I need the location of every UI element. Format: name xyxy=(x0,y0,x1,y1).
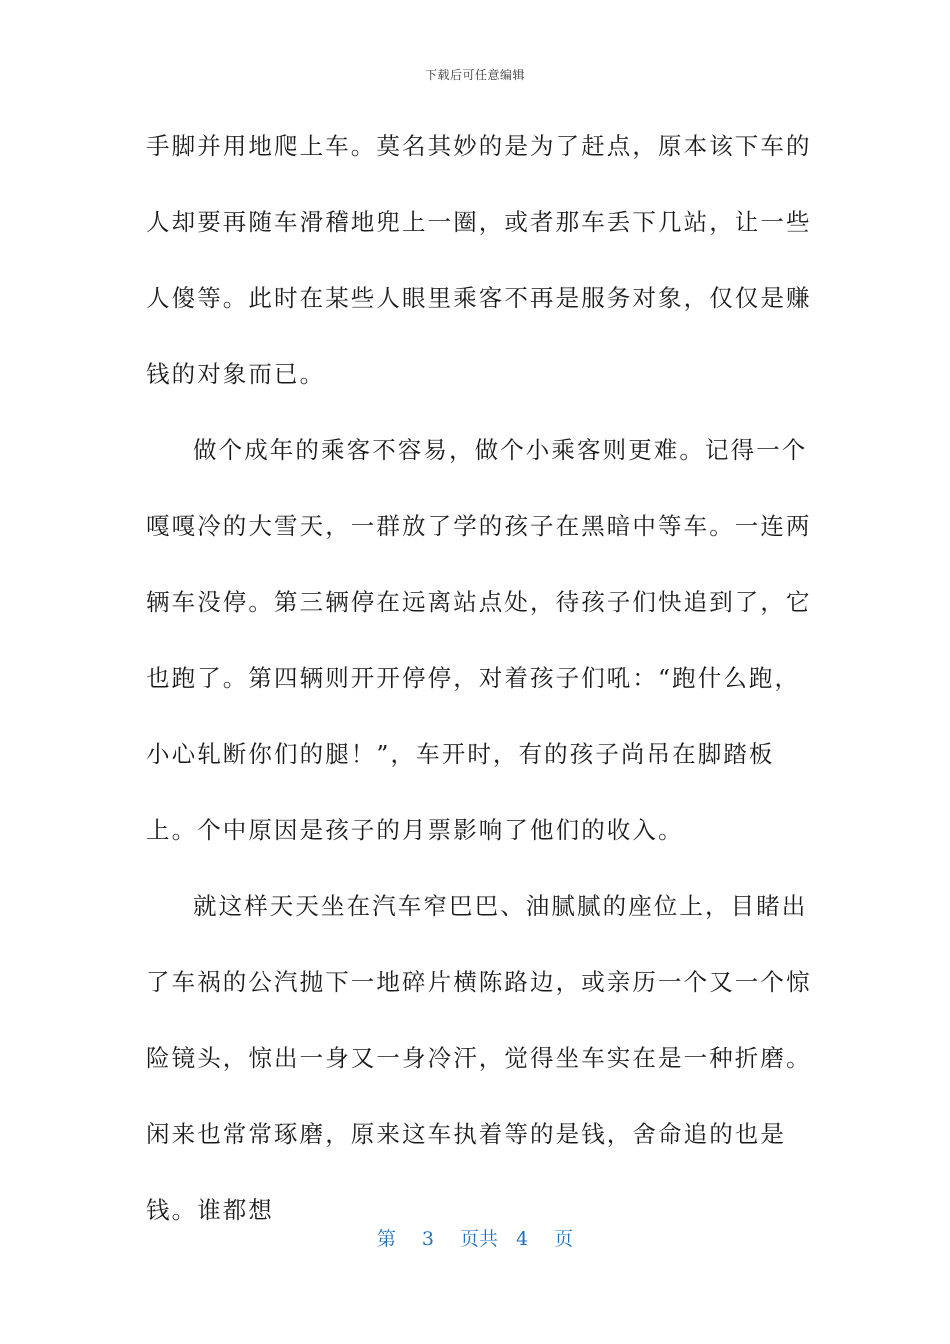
paragraph-2: 做个成年的乘客不容易，做个小乘客则更难。记得一个嘎嘎冷的大雪天，一群放了学的孩子在黑暗中等车。一连两辆车没停。第三辆停在远离站点处，待孩子们快追到了，它也跑了。第四辆则开开停停，对着孩子们吼：“跑什么跑，小心轧断你们的腿！”，车开时，有的孩子尚吊在脚踏板上。个中原因是孩子的月票影响了他们的收入。 xyxy=(146,436,812,844)
page-prefix: 第 xyxy=(376,1228,396,1250)
page-total: 4 xyxy=(516,1228,529,1250)
header-note: 下载后可任意编辑 xyxy=(424,68,525,82)
page-current: 3 xyxy=(421,1228,434,1250)
page-number-footer xyxy=(0,1224,950,1251)
document-body xyxy=(146,108,816,1248)
page-middle: 页共 xyxy=(459,1228,498,1250)
paragraph-1: 手脚并用地爬上车。莫名其妙的是为了赶点，原本该下车的人却要再随车滑稽地兜上一圈，或者那车丢下几站，让一些人傻等。此时在某些人眼里乘客不再是服务对象，仅仅是赚钱的对象而已。 xyxy=(146,132,812,388)
paragraph-3: 就这样天天坐在汽车窄巴巴、油腻腻的座位上，目睹出了车祸的公汽抛下一地碎片横陈路边，或亲历一个又一个惊险镜头，惊出一身又一身冷汗，觉得坐车实在是一种折磨。闲来也常常琢磨，原来这车执着等的是钱，舍命追的也是钱。谁都想 xyxy=(146,892,812,1224)
page-suffix: 页 xyxy=(554,1228,574,1250)
